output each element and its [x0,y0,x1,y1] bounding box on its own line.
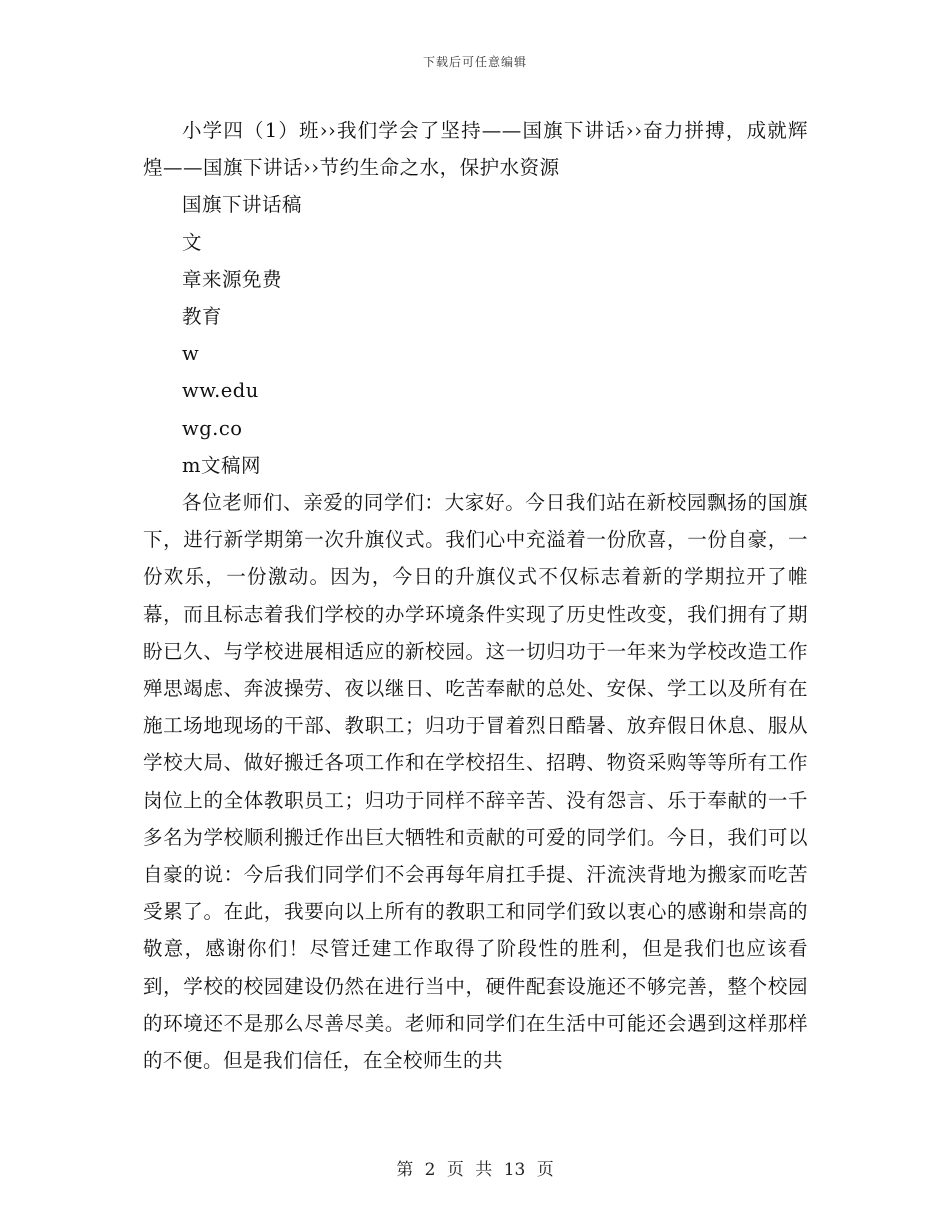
text-line: wg.co [182,416,243,440]
text-line: 国旗下讲话稿 [182,193,303,217]
document-body [143,112,808,1079]
text-line: w [182,342,200,366]
text-line: m文稿网 [182,453,261,477]
text-line: 章来源免费 [182,267,283,291]
text-line: 文 [182,230,203,254]
title-paragraph: 小学四（1）班››我们学会了坚持——国旗下讲话››奋力拼搏，成就辉煌——国旗下讲话››节约生命之水，保护水资源 [143,119,808,180]
page-header-note: 下载后可任意编辑 [422,55,527,69]
speech-paragraph: 各位老师们、亲爱的同学们：大家好。今日我们站在新校园飘扬的国旗下，进行新学期第一次升旗仪式。我们心中充溢着一份欣喜，一份自豪，一份欢乐，一份激动。因为，今日的升旗仪式不仅标志着新的学期拉开了帷幕，而且标志着我们学校的办学环境条件实现了历史性改变，我们拥有了期盼已久、与学校进展相适应的新校园。这一切归功于一年来为学校改造工作殚思竭虑、奔波操劳、夜以继日、吃苦奉献的总处、安保、学工以及所有在施工场地现场的干部、教职工；归功于冒着烈日酷暑、放弃假日休息、服从学校大局、做好搬迁各项工作和在学校招生、招聘、物资采购等等所有工作岗位上的全体教职员工；归功于同样不辞辛苦、没有怨言、乐于奉献的一千多名为学校顺利搬迁作出巨大牺牲和贡献的可爱的同学们。今日，我们可以自豪的说：今后我们同学们不会再每年肩扛手提、汗流浃背地为搬家而吃苦受累了。在此，我要向以上所有的教职工和同学们致以衷心的感谢和崇高的敬意，感谢你们！尽管迁建工作取得了阶段性的胜利，但是我们也应该看到，学校的校园建设仍然在进行当中，硬件配套设施还不够完善，整个校园的环境还不是那么尽善尽美。老师和同学们在生活中可能还会遇到这样那样的不便。但是我们信任，在全校师生的共 [143,491,808,1073]
text-line: 教育 [182,305,223,329]
page-number: 第 2 页 共 13 页 [396,1160,554,1180]
text-line: ww.edu [182,379,259,403]
